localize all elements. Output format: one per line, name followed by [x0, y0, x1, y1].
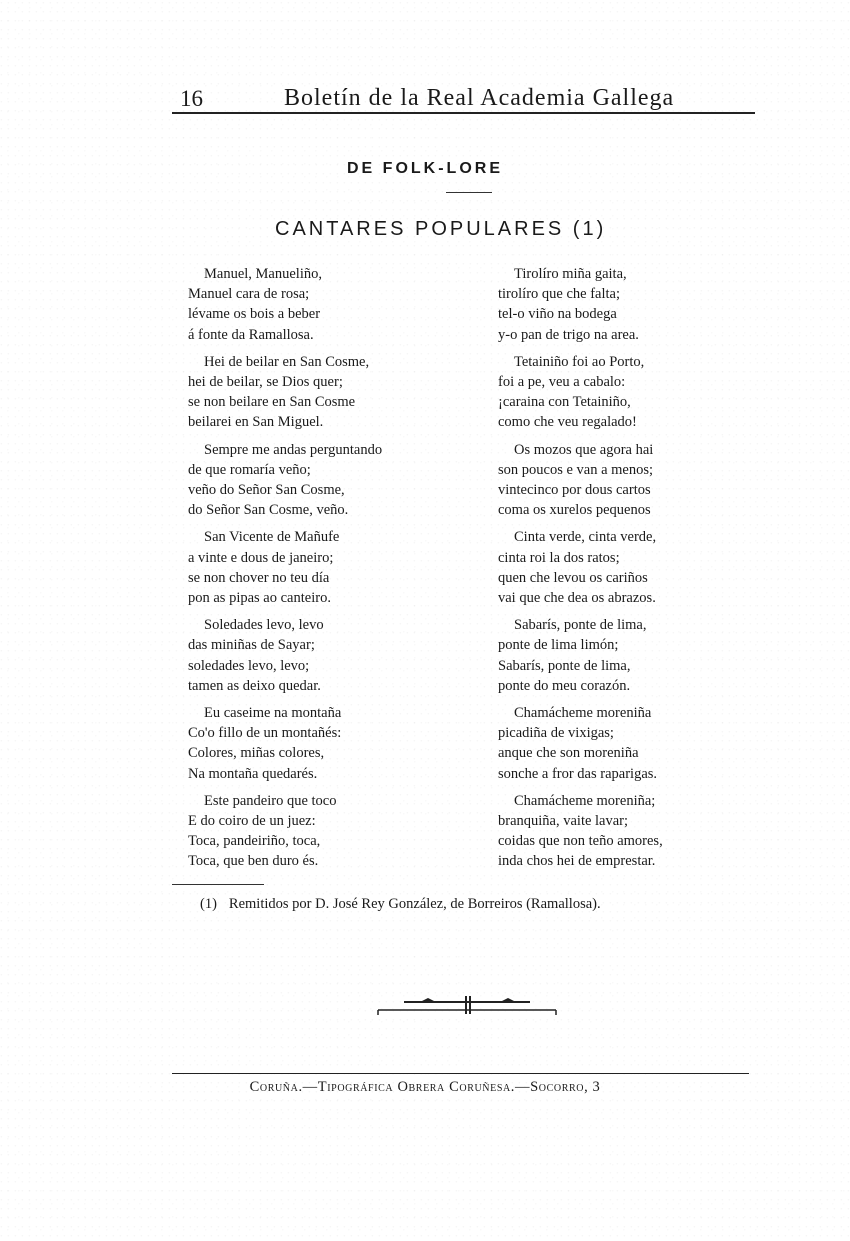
verse-line: Os mozos que agora hai — [514, 441, 654, 458]
verse-line: Colores, miñas colores, — [188, 745, 325, 762]
stanza — [188, 615, 448, 696]
verse-line: Tetainiño foi ao Porto, — [514, 353, 645, 370]
verse-line: Chamácheme moreniña — [514, 705, 652, 722]
verse-line: pon as pipas ao canteiro. — [188, 590, 331, 607]
verse-line: do Señor San Cosme, veño. — [188, 502, 349, 519]
verse-line: inda chos hei de emprestar. — [498, 853, 656, 870]
verse-line: tamen as deixo quedar. — [188, 677, 321, 694]
stanza — [188, 791, 448, 872]
verse-line: foi a pe, veu a cabalo: — [498, 374, 626, 391]
verse-line: Eu caseime na montaña — [204, 705, 342, 722]
section-title: DE FOLK-LORE — [347, 160, 503, 177]
verse-line: quen che levou os cariños — [498, 569, 648, 586]
verse-line: Toca, que ben duro és. — [188, 853, 319, 870]
verse-line: coma os xurelos pequenos — [498, 502, 651, 519]
footnote-rule — [172, 884, 264, 885]
verse-line: Sabarís, ponte de lima, — [498, 657, 631, 674]
verse-line: picadiña de vixigas; — [498, 725, 614, 742]
verse-line: vai que che dea os abrazos. — [498, 590, 656, 607]
verse-line: se non chover no teu día — [188, 569, 330, 586]
footnote-mark: (1) — [200, 896, 217, 912]
footnote-text: Remitidos por D. José Rey González, de Borreiros (Ramallosa). — [228, 896, 601, 912]
stanza — [188, 264, 448, 345]
stanza — [498, 615, 728, 696]
verse-line: soledades levo, levo; — [188, 657, 310, 674]
verse-line: ponte de lima limón; — [498, 637, 619, 654]
verse-line: Cinta verde, cinta verde, — [514, 529, 657, 546]
verse-line: á fonte da Ramallosa. — [188, 326, 314, 343]
verse-line: Sempre me andas perguntando — [204, 441, 383, 458]
stanza — [498, 703, 728, 784]
page-number: 16 — [180, 86, 203, 111]
stanza — [498, 791, 728, 872]
verse-line: a vinte e dous de janeiro; — [188, 549, 334, 566]
verse-line: ponte do meu corazón. — [498, 677, 631, 694]
verse-line: tirolíro que che falta; — [498, 286, 620, 303]
running-header — [180, 78, 740, 112]
verse-line: vintecinco por dous cartos — [498, 482, 651, 499]
verse-line: y-o pan de trigo na area. — [498, 326, 639, 343]
ornament-rule — [374, 990, 560, 1020]
verse-line: tel-o viño na bodega — [498, 306, 617, 323]
poem-column-left — [188, 264, 448, 879]
verse-line: Na montaña quedarés. — [188, 765, 318, 782]
stanza — [188, 527, 448, 608]
footnote — [200, 896, 760, 913]
verse-line: sonche a fror das raparigas. — [498, 765, 658, 782]
stanza — [498, 264, 728, 345]
stanza — [188, 703, 448, 784]
verse-line: coidas que non teño amores, — [498, 833, 663, 850]
verse-line: Manuel cara de rosa; — [188, 286, 310, 303]
verse-line: ¡caraina con Tetainiño, — [498, 394, 631, 411]
verse-line: Tirolíro miña gaita, — [514, 266, 627, 282]
stanza — [188, 352, 448, 433]
poem-column-right — [498, 264, 728, 879]
verse-line: Hei de beilar en San Cosme, — [204, 353, 370, 370]
stanza — [498, 527, 728, 608]
verse-line: Sabarís, ponte de lima, — [514, 617, 647, 634]
verse-line: se non beilare en San Cosme — [188, 394, 356, 411]
verse-line: Co'o fillo de un montañés: — [188, 725, 342, 742]
stanza — [188, 440, 448, 521]
title-divider — [446, 192, 492, 193]
verse-line: Toca, pandeiriño, toca, — [188, 833, 321, 850]
verse-line: anque che son moreniña — [498, 745, 639, 762]
verse-line: de que romaría veño; — [188, 461, 311, 478]
verse-line: cinta roi la dos ratos; — [498, 549, 620, 566]
verse-line: E do coiro de un juez: — [188, 813, 316, 830]
footer-rule — [172, 1073, 749, 1074]
journal-title: Boletín de la Real Academia Gallega — [284, 85, 675, 111]
verse-line: das miniñas de Sayar; — [188, 637, 315, 654]
verse-line: Este pandeiro que toco — [204, 792, 337, 809]
verse-line: branquiña, vaite lavar; — [498, 813, 629, 830]
stanza — [498, 440, 728, 521]
verse-line: veño do Señor San Cosme, — [188, 482, 345, 499]
verse-line: beilarei en San Miguel. — [188, 414, 324, 431]
verse-line: Soledades levo, levo — [204, 617, 324, 634]
verse-line: Manuel, Manueliño, — [204, 266, 322, 282]
verse-line: son poucos e van a menos; — [498, 461, 654, 478]
printer-imprint: Coruña.—Tipográfica Obrera Coruñesa.—Socorro, 3 — [249, 1079, 601, 1095]
verse-line: como che veu regalado! — [498, 414, 637, 431]
stanza — [498, 352, 728, 433]
subtitle: CANTARES POPULARES (1) — [275, 218, 607, 240]
verse-line: lévame os bois a beber — [188, 306, 321, 323]
header-rule — [172, 112, 755, 114]
verse-line: San Vicente de Mañufe — [204, 529, 340, 546]
verse-line: Chamácheme moreniña; — [514, 792, 656, 809]
verse-line: hei de beilar, se Dios quer; — [188, 374, 343, 391]
